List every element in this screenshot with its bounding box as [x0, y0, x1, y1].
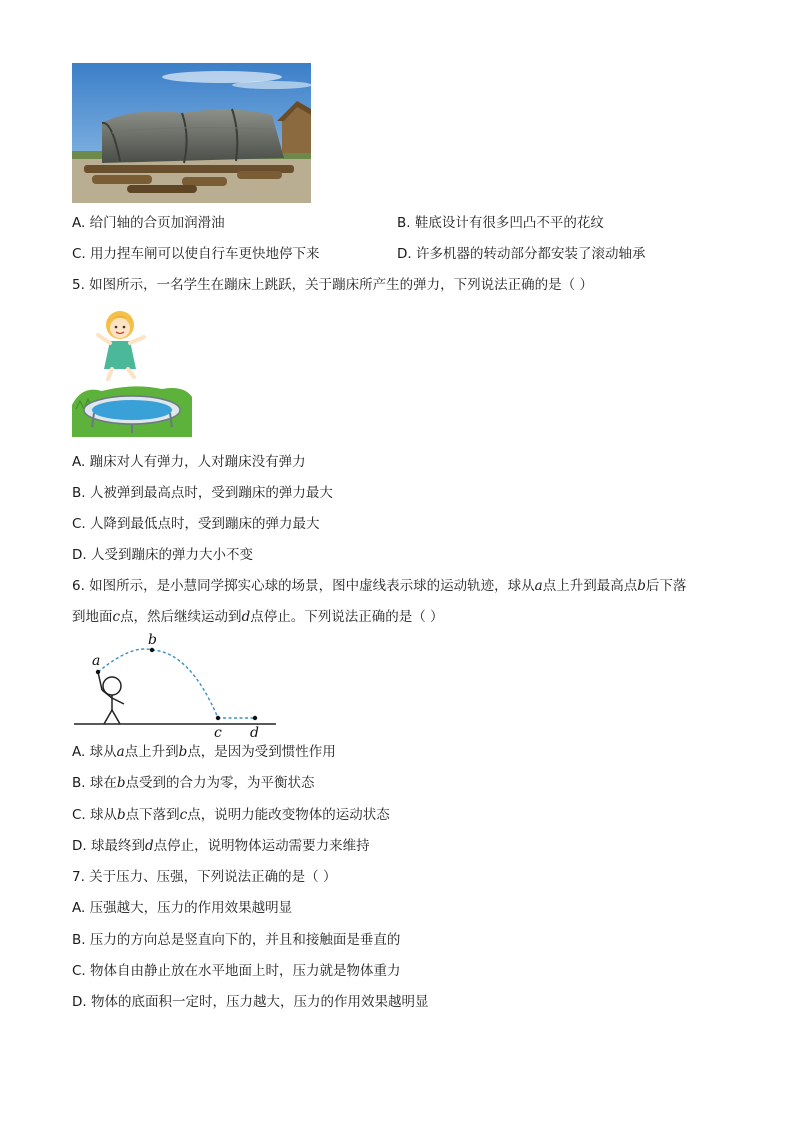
- q6-option-var: d: [144, 838, 154, 854]
- q6-stem-var-a: a: [534, 578, 543, 594]
- q4-option-a: A. 给门轴的合页加润滑油: [72, 215, 225, 231]
- q6-option-var: c: [179, 807, 188, 823]
- stone-blocks-on-log-rollers-photo-icon: [72, 63, 311, 203]
- q6-stem-line1: [72, 576, 686, 596]
- q6-stem-var-d: d: [241, 609, 251, 625]
- q7-option-a: A. 压强越大，压力的作用效果越明显: [72, 900, 293, 916]
- q4-option-b: B. 鞋底设计有很多凹凸不平的花纹: [397, 215, 604, 231]
- q6-option-text: 点上升到: [124, 744, 179, 760]
- q7-option-d: D. 物体的底面积一定时，压力越大，压力的作用效果越明显: [72, 994, 429, 1010]
- q5-option-d: D. 人受到蹦床的弹力大小不变: [72, 547, 253, 563]
- q6-option-text: 点，说明力能改变物体的运动状态: [187, 807, 390, 823]
- q6-option-text: C. 球从: [72, 807, 118, 823]
- q6-option-text: 点，是因为受到惯性作用: [187, 744, 336, 760]
- q4-option-d: D. 许多机器的转动部分都安装了滚动轴承: [397, 246, 646, 262]
- q5-option-b: B. 人被弹到最高点时，受到蹦床的弹力最大: [72, 485, 333, 501]
- q6-stem-text: 点，然后继续运动到: [120, 609, 242, 625]
- q6-option-var: b: [117, 807, 126, 823]
- q7-option-c: C. 物体自由静止放在水平地面上时，压力就是物体重力: [72, 963, 401, 979]
- q6-option-c: [72, 805, 390, 825]
- label-b: b: [148, 632, 157, 648]
- ball-trajectory-diagram: [72, 630, 282, 740]
- q6-stem-text: 后下落: [645, 578, 687, 594]
- label-a: a: [92, 653, 101, 669]
- q6-option-var: b: [116, 775, 126, 791]
- q6-option-text: B. 球在: [72, 775, 117, 791]
- q4-option-c: C. 用力捏车闸可以使自行车更快地停下来: [72, 246, 320, 262]
- point-c: [216, 716, 220, 720]
- q6-stem-text: 6. 如图所示，是小慧同学掷实心球的场景，图中虚线表示球的运动轨迹，球从: [72, 578, 535, 594]
- q6-option-b: [72, 773, 315, 793]
- q6-stem-text: 点停止。下列说法正确的是（ ）: [250, 609, 444, 625]
- q6-stem-var-b: b: [637, 578, 646, 594]
- q6-option-text: D. 球最终到: [72, 838, 145, 854]
- point-b: [150, 648, 154, 652]
- q6-option-a: [72, 742, 336, 762]
- q7-option-b: B. 压力的方向总是竖直向下的，并且和接触面是垂直的: [72, 932, 401, 948]
- q6-option-text: A. 球从: [72, 744, 117, 760]
- label-c: c: [214, 725, 222, 740]
- point-d: [253, 716, 257, 720]
- point-a: [96, 670, 100, 674]
- trampoline-illustration: [72, 305, 192, 437]
- girl-jumping-on-trampoline-icon: [72, 305, 192, 437]
- q6-option-text: 点受到的合力为零，为平衡状态: [125, 775, 315, 791]
- label-d: d: [250, 725, 259, 740]
- q6-option-text: 点下落到: [125, 807, 180, 823]
- throw-trajectory-icon: [72, 630, 282, 740]
- ball-trajectory: [98, 649, 255, 718]
- q5-option-a: A. 蹦床对人有弹力，人对蹦床没有弹力: [72, 454, 306, 470]
- q6-stem-var-c: c: [112, 609, 121, 625]
- q6-option-text: 点停止，说明物体运动需要力来维持: [153, 838, 370, 854]
- q7-stem: 7. 关于压力、压强，下列说法正确的是（ ）: [72, 869, 337, 885]
- q5-stem: 5. 如图所示，一名学生在蹦床上跳跃，关于蹦床所产生的弹力，下列说法正确的是（ ）: [72, 277, 593, 293]
- q5-option-c: C. 人降到最低点时，受到蹦床的弹力最大: [72, 516, 320, 532]
- stone-blocks-photo: [72, 63, 311, 203]
- q6-option-var: a: [116, 744, 125, 760]
- q6-option-d: [72, 836, 370, 856]
- q6-option-var: b: [178, 744, 188, 760]
- q6-stem-line2: [72, 607, 444, 627]
- q6-stem-text: 到地面: [72, 609, 113, 625]
- q6-stem-text: 点上升到最高点: [542, 578, 638, 594]
